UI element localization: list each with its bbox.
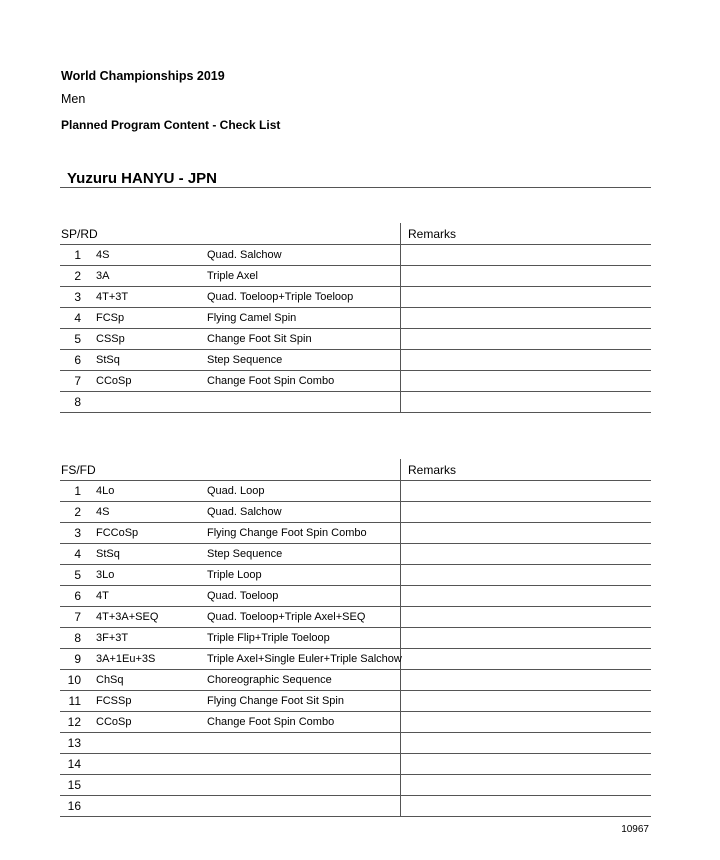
element-name: Triple Axel+Single Euler+Triple Salchow (207, 653, 402, 665)
short-program-table (60, 223, 651, 413)
element-code: CCoSp (96, 716, 132, 728)
table-header (60, 459, 651, 481)
element-code: FCSp (96, 312, 125, 324)
element-name: Triple Axel (207, 270, 258, 282)
row-number: 12 (67, 715, 81, 729)
row-number: 13 (67, 736, 81, 750)
row-number: 4 (74, 311, 81, 325)
table-row (60, 754, 651, 775)
table-row (60, 392, 651, 413)
row-number: 15 (67, 778, 81, 792)
element-code: 4Lo (96, 485, 115, 497)
table-row (60, 481, 651, 502)
category-label: Men (61, 92, 86, 106)
element-name: Flying Change Foot Sit Spin (207, 695, 344, 707)
table-row (60, 266, 651, 287)
free-skate-table (60, 459, 651, 817)
element-name: Quad. Toeloop+Triple Toeloop (207, 291, 354, 303)
element-name: Choreographic Sequence (207, 674, 332, 686)
row-number: 7 (74, 374, 81, 388)
element-name: Quad. Salchow (207, 506, 282, 518)
element-code: 3F+3T (96, 632, 129, 644)
table-row (60, 796, 651, 817)
element-name: Step Sequence (207, 354, 283, 366)
element-name: Triple Loop (207, 569, 262, 581)
row-number: 6 (74, 589, 81, 603)
element-name: Triple Flip+Triple Toeloop (207, 632, 330, 644)
row-number: 14 (67, 757, 81, 771)
row-number: 9 (74, 652, 81, 666)
table-row (60, 502, 651, 523)
table-row (60, 287, 651, 308)
table-rows (60, 245, 651, 413)
table-row (60, 371, 651, 392)
element-code: StSq (96, 354, 120, 366)
element-code: 3Lo (96, 569, 115, 581)
table-row (60, 712, 651, 733)
element-name: Flying Camel Spin (207, 312, 297, 324)
row-number: 3 (74, 526, 81, 540)
remarks-header: Remarks (408, 227, 457, 241)
page-code: 10967 (621, 824, 649, 835)
table-row (60, 691, 651, 712)
row-number: 1 (74, 484, 81, 498)
element-code: FCSSp (96, 695, 132, 707)
table-row (60, 523, 651, 544)
element-name: Change Foot Spin Combo (207, 716, 335, 728)
row-number: 2 (74, 505, 81, 519)
row-number: 7 (74, 610, 81, 624)
event-title: World Championships 2019 (61, 69, 225, 83)
element-name: Quad. Loop (207, 485, 265, 497)
element-code: 4T+3A+SEQ (96, 611, 159, 623)
table-row (60, 350, 651, 371)
element-code: 4S (96, 249, 110, 261)
table-row (60, 775, 651, 796)
element-code: 3A+1Eu+3S (96, 653, 156, 665)
row-number: 6 (74, 353, 81, 367)
row-number: 5 (74, 568, 81, 582)
element-code: 4T+3T (96, 291, 129, 303)
element-code: CCoSp (96, 375, 132, 387)
document-subtitle: Planned Program Content - Check List (61, 118, 281, 132)
table-row (60, 308, 651, 329)
row-number: 8 (74, 395, 81, 409)
table-row (60, 649, 651, 670)
element-name: Flying Change Foot Spin Combo (207, 527, 367, 539)
table-header (60, 223, 651, 245)
element-code: CSSp (96, 333, 125, 345)
table-row (60, 245, 651, 266)
table-row (60, 565, 651, 586)
element-name: Quad. Toeloop+Triple Axel+SEQ (207, 611, 366, 623)
segment-label: FS/FD (61, 463, 96, 477)
row-number: 3 (74, 290, 81, 304)
row-number: 11 (68, 694, 81, 708)
element-code: 3A (96, 270, 110, 282)
element-name: Step Sequence (207, 548, 283, 560)
element-code: StSq (96, 548, 120, 560)
row-number: 2 (74, 269, 81, 283)
table-row (60, 628, 651, 649)
table-row (60, 733, 651, 754)
segment-label: SP/RD (61, 227, 98, 241)
table-rows (60, 481, 651, 817)
table-row (60, 329, 651, 350)
row-number: 10 (67, 673, 81, 687)
row-number: 8 (74, 631, 81, 645)
row-number: 1 (74, 248, 81, 262)
table-row (60, 586, 651, 607)
element-name: Change Foot Spin Combo (207, 375, 335, 387)
row-number: 5 (74, 332, 81, 346)
skater-name-divider (60, 187, 651, 188)
element-code: 4T (96, 590, 109, 602)
table-row (60, 607, 651, 628)
remarks-header: Remarks (408, 463, 457, 477)
row-number: 16 (67, 799, 81, 813)
element-code: 4S (96, 506, 110, 518)
row-number: 4 (74, 547, 81, 561)
element-code: FCCoSp (96, 527, 139, 539)
element-code: ChSq (96, 674, 124, 686)
element-name: Quad. Salchow (207, 249, 282, 261)
table-row (60, 670, 651, 691)
element-name: Quad. Toeloop (207, 590, 279, 602)
table-row (60, 544, 651, 565)
skater-name: Yuzuru HANYU - JPN (67, 170, 218, 187)
element-name: Change Foot Sit Spin (207, 333, 312, 345)
